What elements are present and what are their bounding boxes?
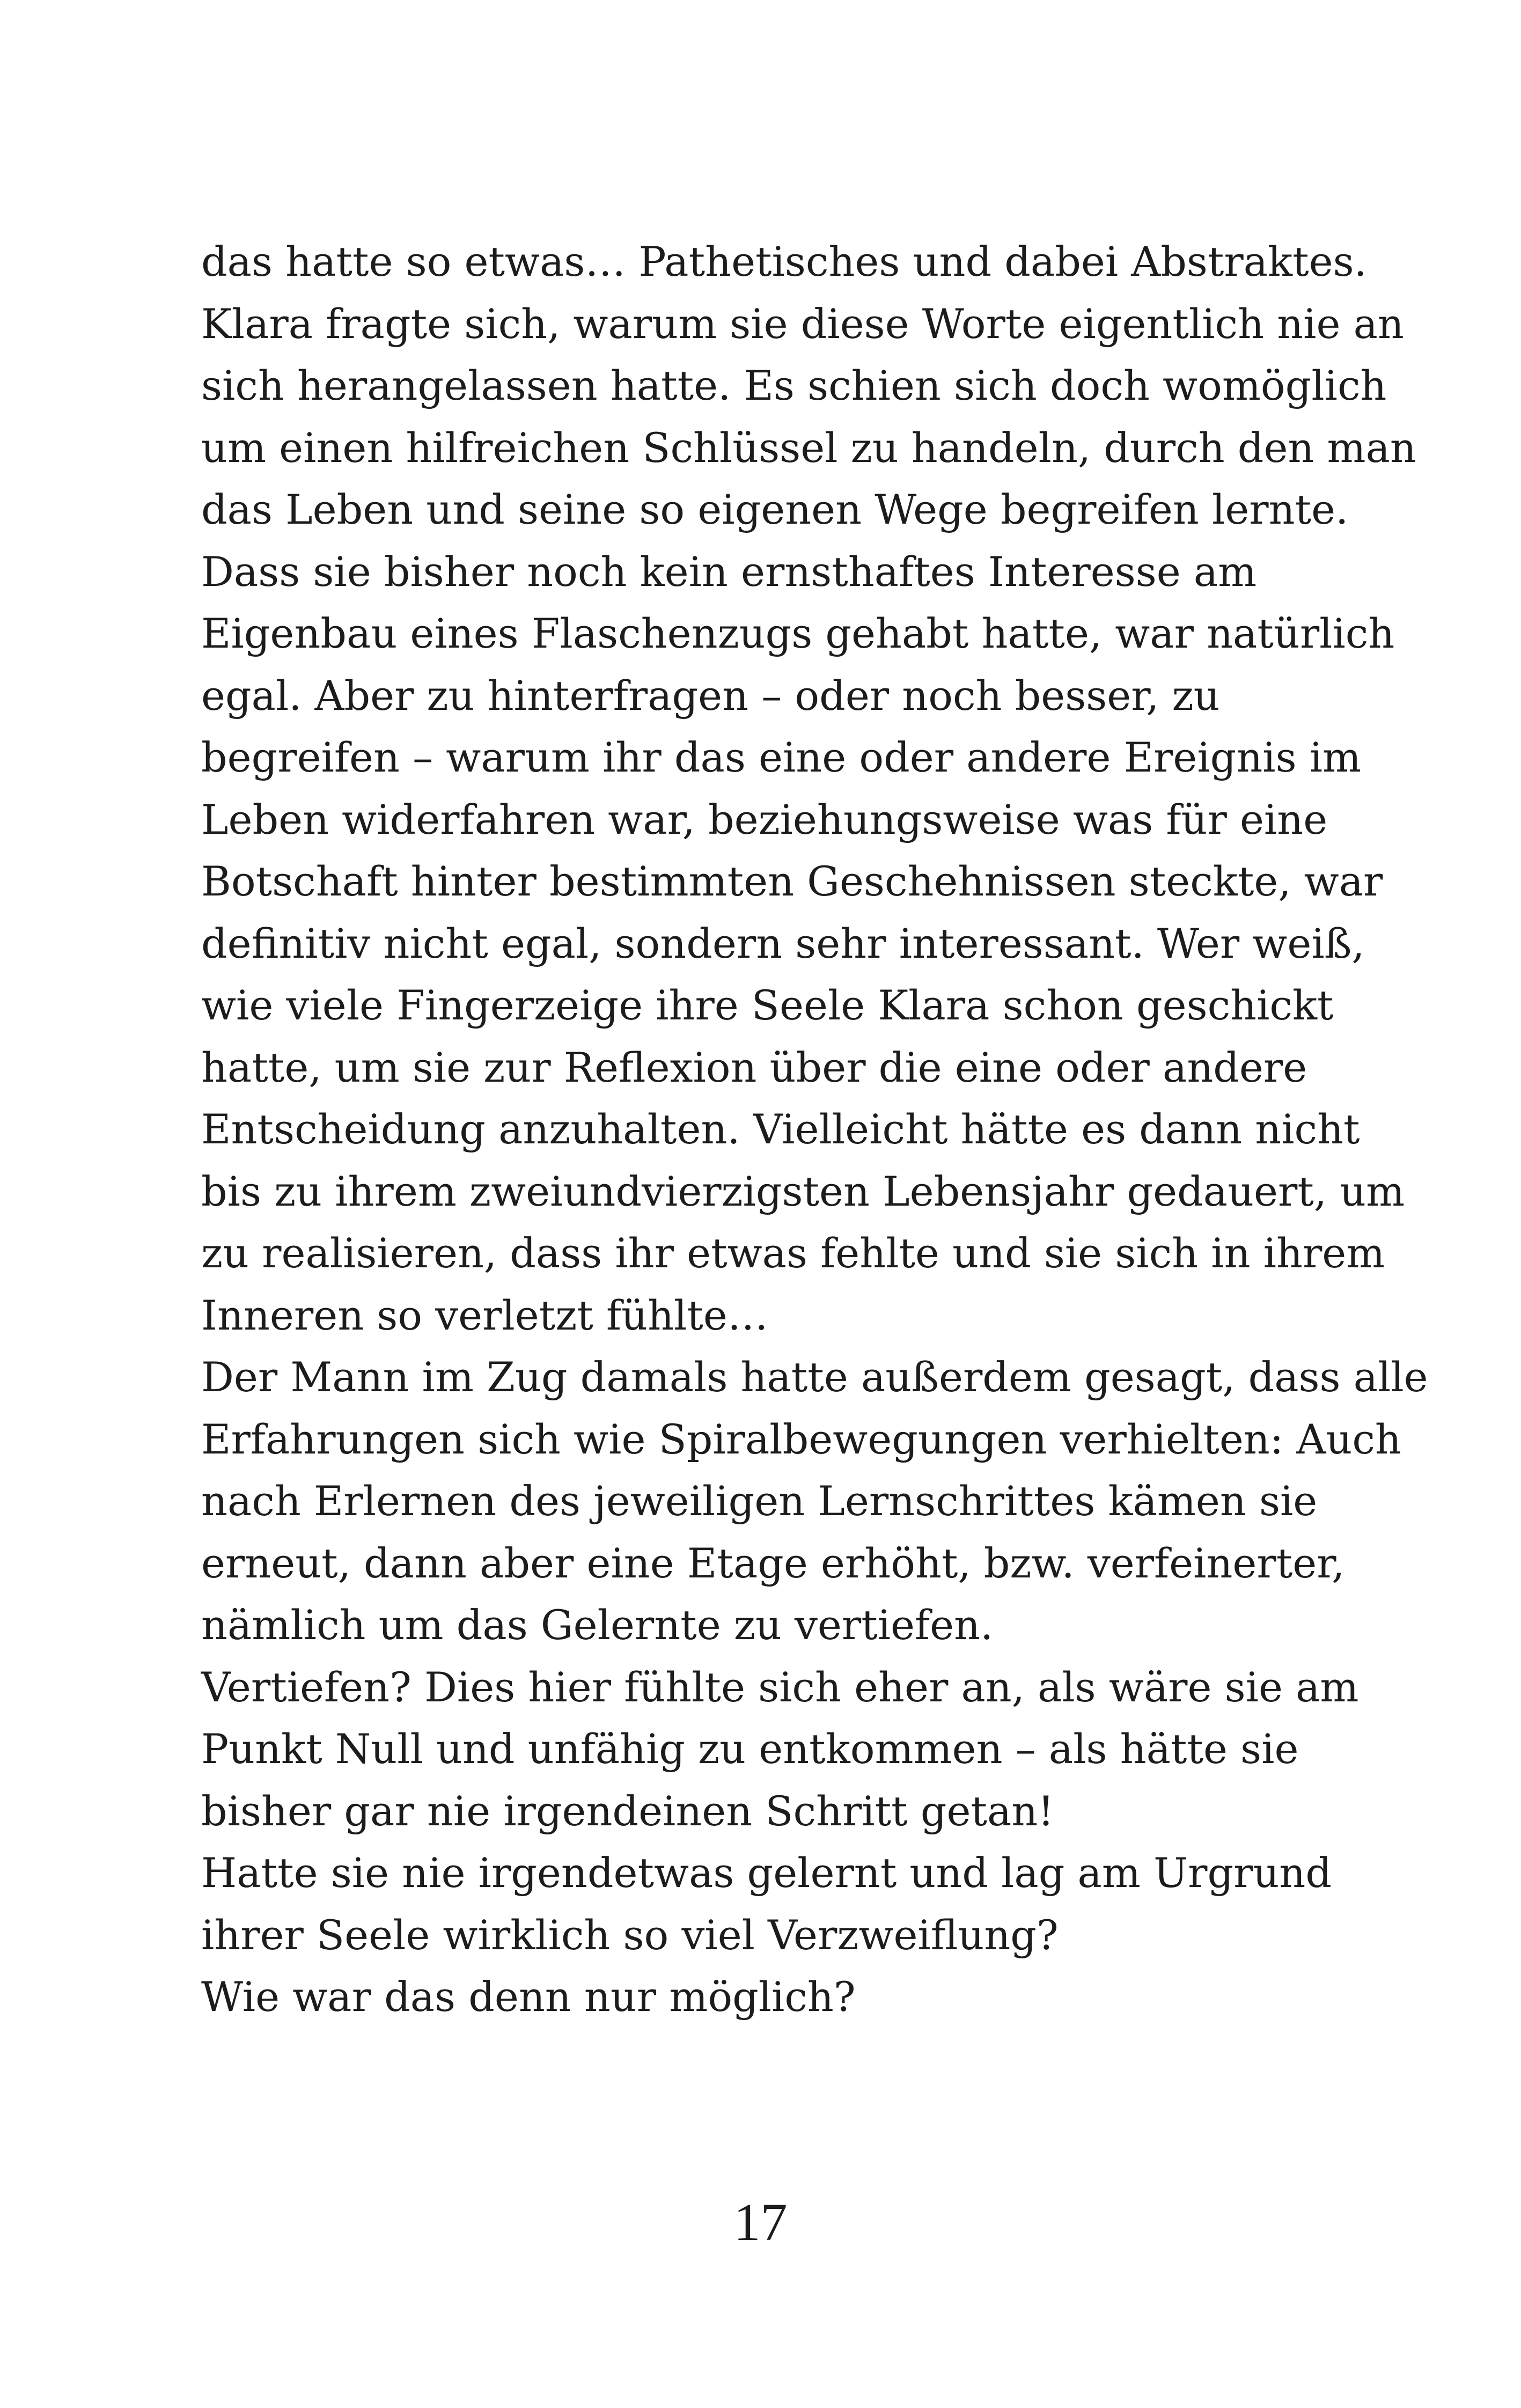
body-text	[201, 231, 1428, 2028]
text-line: ihrer Seele wirklich so viel Verzweiflung?	[201, 1911, 1059, 1959]
text-line: begreifen – warum ihr das eine oder andere Ereignis im	[201, 733, 1362, 781]
text-line: bisher gar nie irgendeinen Schritt getan!	[201, 1787, 1054, 1835]
page-number: 17	[733, 2192, 788, 2252]
text-line: das hatte so etwas… Pathetisches und dabei Abstraktes.	[201, 238, 1367, 285]
text-line: definitiv nicht egal, sondern sehr interessant. Wer weiß,	[201, 919, 1365, 967]
text-line: Botschaft hinter bestimmten Geschehnissen steckte, war	[201, 857, 1383, 905]
text-line: Vertiefen? Dies hier fühlte sich eher an, als wäre sie am	[201, 1663, 1359, 1711]
text-line: nach Erlernen des jeweiligen Lernschrittes kämen sie	[201, 1477, 1318, 1525]
text-line: Erfahrungen sich wie Spiralbewegungen verhielten: Auch	[201, 1415, 1401, 1463]
text-line: wie viele Fingerzeige ihre Seele Klara schon geschickt	[201, 981, 1334, 1029]
text-line: das Leben und seine so eigenen Wege begreifen lernte.	[201, 486, 1349, 533]
text-line: egal. Aber zu hinterfragen – oder noch besser, zu	[201, 671, 1220, 720]
text-line: hatte, um sie zur Reflexion über die eine oder andere	[201, 1043, 1307, 1091]
text-line: um einen hilfreichen Schlüssel zu handeln, durch den man	[201, 423, 1416, 472]
text-line: Hatte sie nie irgendetwas gelernt und lag am Urgrund	[201, 1849, 1332, 1897]
text-line: sich herangelassen hatte. Es schien sich doch womöglich	[201, 362, 1387, 409]
text-line: Inneren so verletzt fühlte…	[201, 1291, 768, 1339]
text-line: Klara fragte sich, warum sie diese Worte eigentlich nie an	[201, 299, 1404, 348]
text-line: erneut, dann aber eine Etage erhöht, bzw. verfeinerter,	[201, 1539, 1345, 1587]
text-line: Leben widerfahren war, beziehungsweise was für eine	[201, 795, 1328, 843]
text-line: Eigenbau eines Flaschenzugs gehabt hatte, war natürlich	[201, 610, 1395, 657]
text-line: Punkt Null und unfähig zu entkommen – als hätte sie	[201, 1725, 1299, 1773]
text-line: Dass sie bisher noch kein ernsthaftes Interesse am	[201, 547, 1257, 596]
text-line: Entscheidung anzuhalten. Vielleicht hätte es dann nicht	[201, 1105, 1360, 1153]
text-line: bis zu ihrem zweiundvierzigsten Lebensjahr gedauert, um	[201, 1167, 1405, 1215]
text-line: Wie war das denn nur möglich?	[201, 1973, 856, 2021]
text-line: Der Mann im Zug damals hatte außerdem gesagt, dass alle	[201, 1353, 1428, 1401]
text-line: nämlich um das Gelernte zu vertiefen.	[201, 1601, 994, 1649]
text-line: zu realisieren, dass ihr etwas fehlte und sie sich in ihrem	[201, 1229, 1385, 1277]
